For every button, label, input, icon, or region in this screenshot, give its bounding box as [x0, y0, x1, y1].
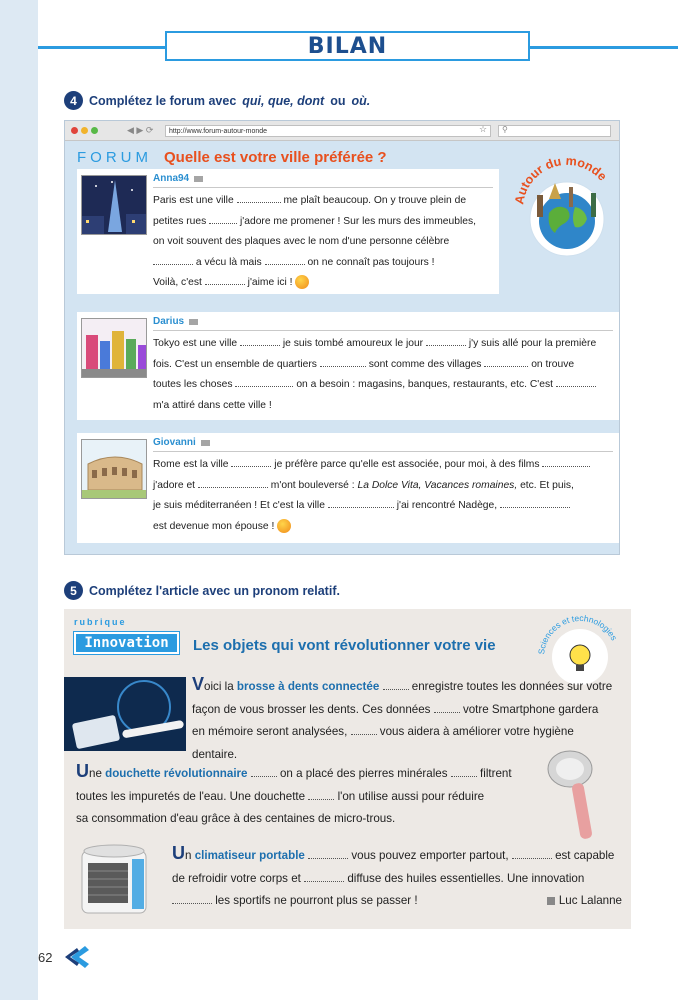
toothbrush-image [64, 677, 186, 751]
maximize-dot-icon[interactable] [91, 127, 98, 134]
blank-field[interactable] [556, 379, 596, 387]
paragraph-toothbrush: Voici la brosse à dents connectée enregistre toutes les données sur votre façon de vous brosser les dents. Ces données votre Smartphone gardera en mémoire seront analysées, vous aidera à améliorer votre hygiène dentaire. [192, 674, 613, 761]
blank-field[interactable] [251, 769, 277, 777]
blank-field[interactable] [235, 379, 293, 387]
forum-post-anna94 [77, 169, 499, 294]
colosseum-image [82, 440, 147, 499]
blank-field[interactable] [153, 257, 193, 265]
instruction-text: Complétez l'article avec un pronom relatif. [89, 583, 340, 598]
blank-field[interactable] [308, 792, 334, 800]
shower-head-image [538, 747, 608, 843]
innovation-article [64, 609, 631, 929]
blank-field[interactable] [205, 277, 245, 285]
badge-text: Autour du monde [512, 153, 610, 206]
rome-avatar [81, 439, 147, 499]
post-text: Paris est une ville me plaît beaucoup. On y trouve plein de petites rues j'adore me promener ! Sur les murs des immeubles, on voit souvent des plaques avec le nom d'une personne célèbre a vécu là mais on ne connaît pas toujours ! Voilà, c'est j'aime ici ! [153, 195, 477, 288]
blank-field[interactable] [237, 195, 281, 203]
kiss-emoji-icon [277, 519, 291, 533]
previous-page-chevron-icon[interactable] [65, 944, 89, 970]
blank-field[interactable] [209, 216, 237, 224]
exercise-4-instruction [64, 91, 370, 110]
instruction-or: ou [330, 93, 346, 108]
browser-window [64, 120, 620, 555]
blank-field[interactable] [265, 257, 305, 265]
blank-field[interactable] [512, 851, 552, 859]
lightbulb-icon [570, 645, 590, 665]
exercise-5-instruction [64, 581, 340, 600]
forum-post-giovanni [77, 433, 619, 543]
instruction-words: qui, que, dont [242, 93, 325, 108]
blank-field[interactable] [426, 338, 466, 346]
envelope-icon[interactable] [201, 440, 210, 446]
page-number: 62 [38, 950, 53, 965]
blank-field[interactable] [308, 851, 348, 859]
address-bar[interactable]: http://www.forum-autour-monde [165, 125, 491, 137]
post-text: Rome est la ville je préfère parce qu'elle est associée, pour moi, à des films j'adore et m'ont bouleversé : La Dolce Vita, Vacances romaines, etc. Et puis, je suis méditerranéen ! Et c'est la ville j'ai rencontré Nadège, est devenue mon épouse ! [153, 455, 611, 537]
lightbulb-base [576, 665, 584, 671]
blank-field[interactable] [198, 480, 268, 488]
envelope-icon[interactable] [194, 176, 203, 182]
post-divider [153, 330, 613, 331]
blank-field[interactable] [240, 338, 280, 346]
blank-field[interactable] [320, 359, 366, 367]
blank-field[interactable] [484, 359, 528, 367]
rubrique-label: rubrique [74, 617, 127, 627]
envelope-icon[interactable] [189, 319, 198, 325]
post-divider [153, 451, 613, 452]
forum-post-darius [77, 312, 619, 420]
post-username: Anna94 [153, 173, 203, 184]
instruction-last: où. [351, 93, 371, 108]
sciences-badge [534, 609, 626, 685]
innovation-tag [74, 632, 179, 654]
sciences-badge-text: Sciences et technologies [536, 612, 620, 656]
landmark-spire [569, 187, 573, 207]
nav-arrows-icon[interactable]: ◀ ▶ ⟳ [127, 125, 154, 135]
exercise-number: 5 [64, 581, 83, 600]
blank-field[interactable] [383, 682, 409, 690]
left-margin-strip [0, 0, 38, 1000]
blank-field[interactable] [451, 769, 477, 777]
blank-field[interactable] [172, 896, 212, 904]
search-icon: ⚲ [502, 125, 508, 134]
bookmark-star-icon[interactable]: ☆ [479, 124, 488, 134]
blank-field[interactable] [231, 459, 271, 467]
paragraph-shower: Une douchette révolutionnaire on a placé des pierres minérales filtrent toutes les impuretés de l'eau. Une douchette l'on utilise aussi pour réduire sa consommation d'eau grâce à des centaines de micro-trous. [76, 761, 512, 825]
paris-avatar [81, 175, 147, 235]
page-title: BILAN [307, 33, 388, 59]
blank-field[interactable] [542, 459, 590, 467]
article-title: Les objets qui vont révolutionner votre vie [193, 637, 496, 654]
paragraph-cooler: Un climatiseur portable vous pouvez emporter partout, est capable de refroidir votre corps et diffuse des huiles essentielles. Une innovation les sportifs ne pourront plus se passer ! Luc Lalanne [172, 845, 622, 913]
air-cooler-image [78, 837, 162, 921]
paris-night-image [82, 176, 147, 235]
blank-field[interactable] [328, 500, 394, 508]
forum-label: FORUM [77, 149, 152, 166]
tokyo-street-image [82, 319, 147, 378]
winking-emoji-icon [295, 275, 309, 289]
tokyo-avatar [81, 318, 147, 378]
minimize-dot-icon[interactable] [81, 127, 88, 134]
forum-question: Quelle est votre ville préférée ? [164, 149, 387, 166]
blank-field[interactable] [434, 705, 460, 713]
post-text: Tokyo est une ville je suis tombé amoureux le jour j'y suis allé pour la première fois. C'est un ensemble de quartiers sont comme des villages on trouve toutes les choses on a besoin : magasins, banques, restaurants, etc. C'est m'a attiré dans cette ville ! [153, 338, 597, 411]
author-square-icon [547, 897, 555, 905]
close-dot-icon[interactable] [71, 127, 78, 134]
blank-field[interactable] [304, 874, 344, 882]
blank-field[interactable] [351, 727, 377, 735]
post-divider [153, 187, 493, 188]
post-username: Darius [153, 316, 198, 327]
page-title-box [165, 31, 530, 61]
post-username: Giovanni [153, 437, 210, 448]
browser-toolbar [65, 121, 619, 141]
article-author: Luc Lalanne [547, 890, 622, 913]
exercise-number: 4 [64, 91, 83, 110]
innovation-tag-text: Innovation [84, 635, 169, 651]
instruction-text: Complétez le forum avec [89, 93, 237, 108]
blank-field[interactable] [500, 500, 570, 508]
landmark-statue [591, 193, 596, 217]
browser-search-input[interactable] [498, 125, 611, 137]
forum-header [77, 149, 387, 166]
autour-du-monde-badge [505, 147, 623, 259]
landmark-tower [537, 195, 543, 217]
